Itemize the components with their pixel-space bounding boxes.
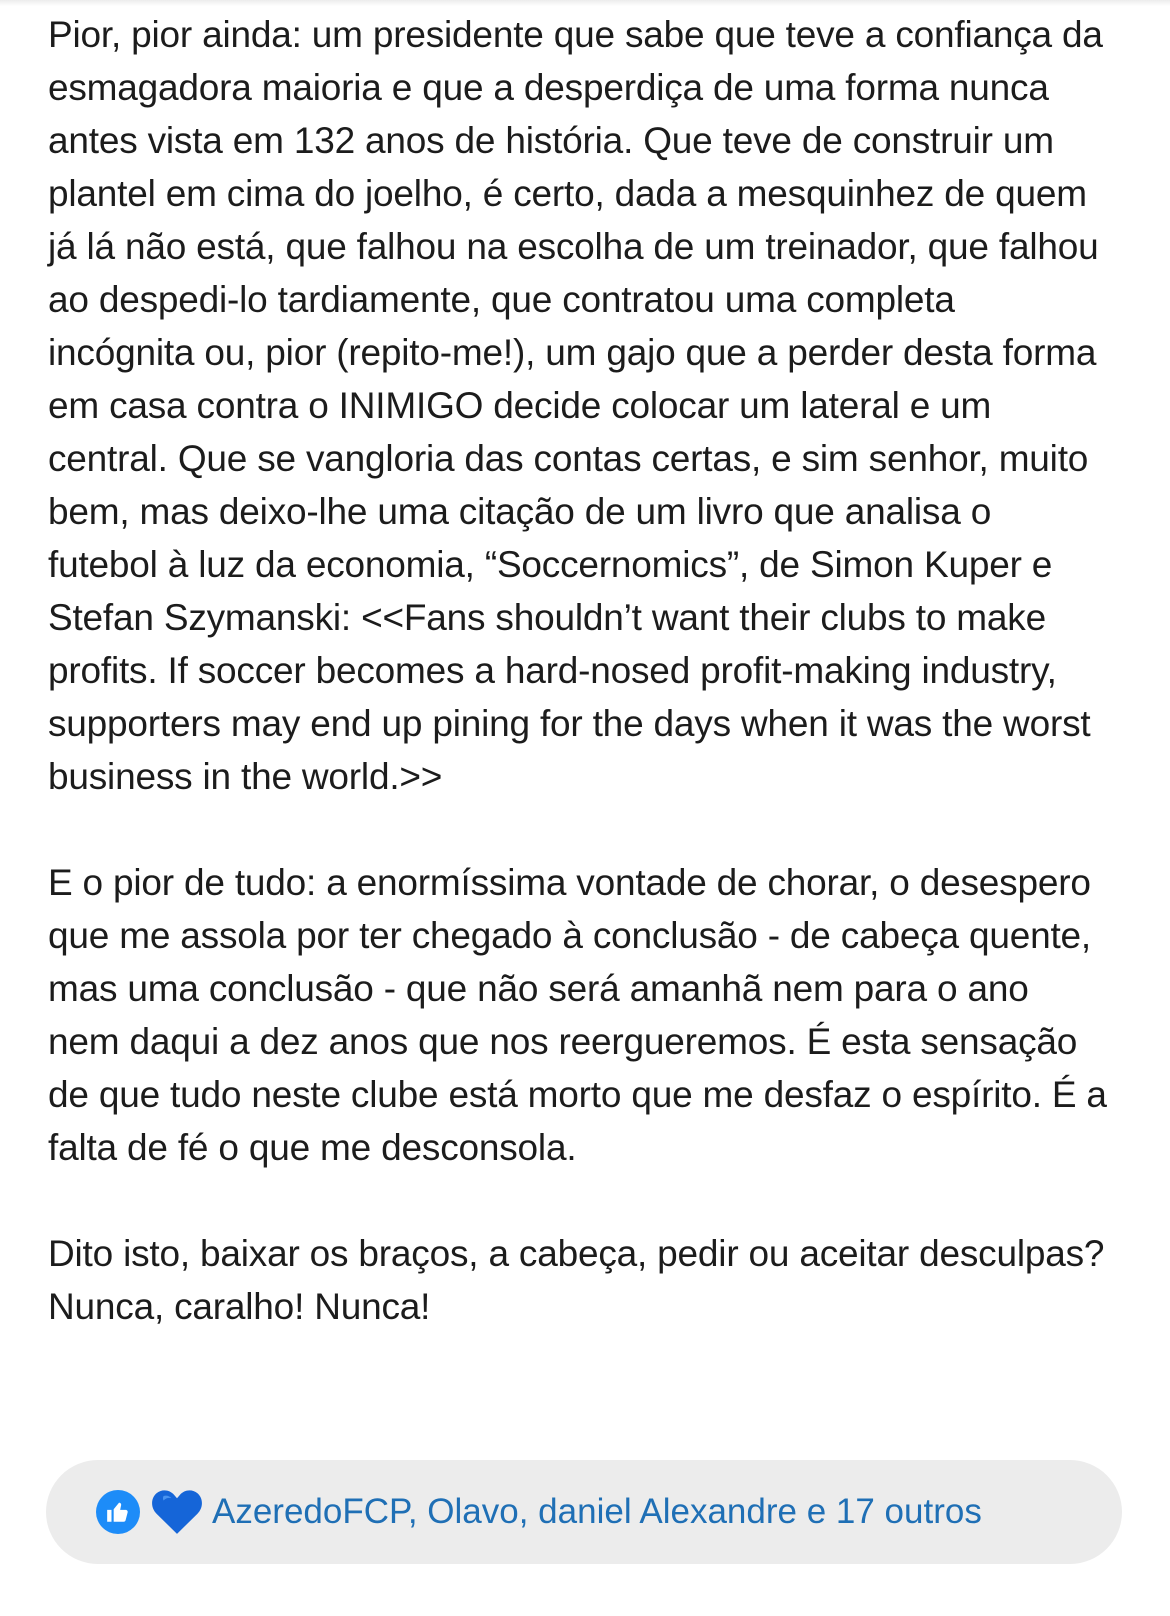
reactions-bar[interactable] bbox=[46, 1460, 1122, 1564]
reactors-list[interactable]: AzeredoFCP, Olavo, daniel Alexandre e 17 outros bbox=[212, 1492, 982, 1531]
top-shade bbox=[0, 0, 1170, 6]
blue-heart-icon bbox=[152, 1489, 202, 1535]
post-paragraph-2: E o pior de tudo: a enormíssima vontade de chorar, o desespero que me assola por ter chegado à conclusão - de cabeça quente, mas uma conclusão - que não será amanhã nem para o ano nem daqui a dez anos que nos reergueremos. É esta sensação de que tudo neste clube está morto que me desfaz o espírito. É a falta de fé o que me desconsola. bbox=[48, 862, 1107, 1168]
post-paragraph-1: Pior, pior ainda: um presidente que sabe que teve a confiança da esmagadora maioria e que a desperdiça de uma forma nunca antes vista em 132 anos de história. Que teve de construir um plantel em cima do joelho, é certo, dada a mesquinhez de quem já lá não está, que falhou na escolha de um treinador, que falhou ao despedi-lo tardiamente, que contratou uma completa incógnita ou, pior (repito-me!), um gajo que a perder desta forma em casa contra o INIMIGO decide colocar um lateral e um central. Que se vangloria das contas certas, e sim senhor, muito bem, mas deixo-lhe uma citação de um livro que analisa o futebol à luz da economia, “Soccernomics”, de Simon Kuper e Stefan Szymanski: <<Fans shouldn’t want their clubs to make profits. If soccer becomes a hard-nosed profit-making industry, supporters may end up pining for the days when it was the worst business in the world.>> bbox=[48, 14, 1103, 797]
thumbs-up-icon bbox=[96, 1490, 140, 1534]
post-paragraph-3: Dito isto, baixar os braços, a cabeça, pedir ou aceitar desculpas? Nunca, caralho! Nunca! bbox=[48, 1233, 1105, 1327]
